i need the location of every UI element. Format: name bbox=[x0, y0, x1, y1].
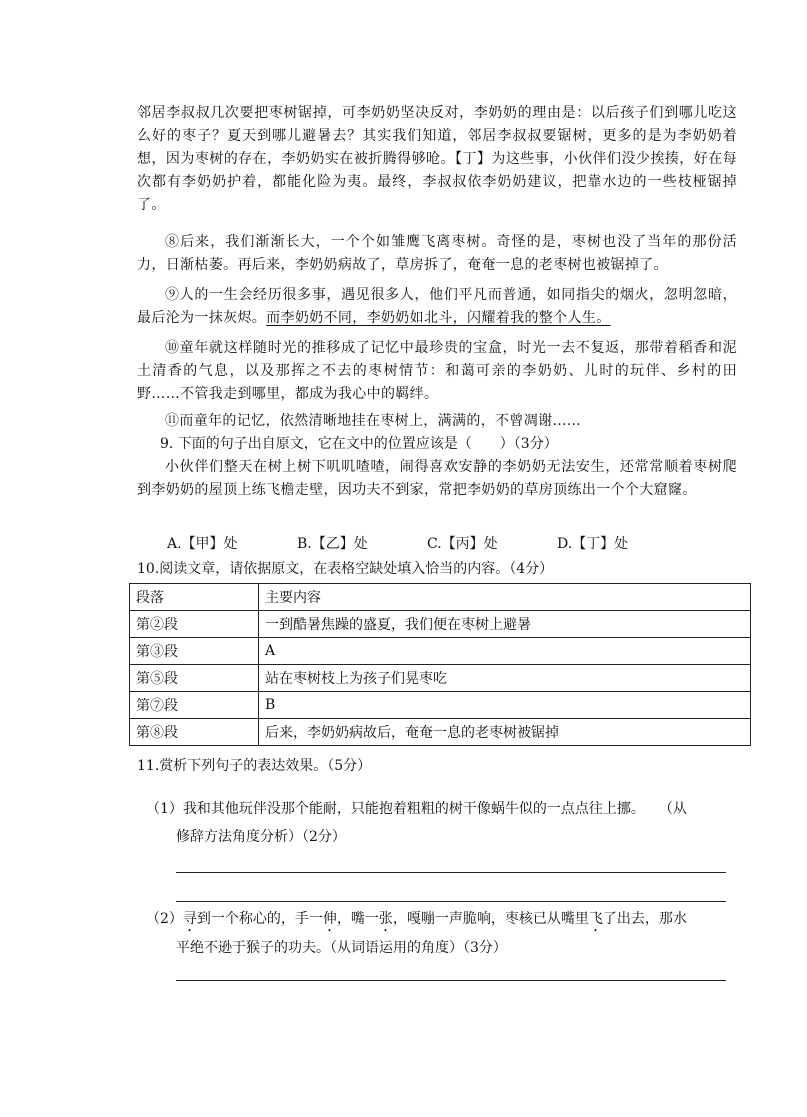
table-cell: 站在枣树枝上为孩子们晃枣吃 bbox=[259, 665, 751, 692]
option-d[interactable]: D.【丁】处 bbox=[557, 536, 629, 552]
table-cell: 第②段 bbox=[130, 611, 259, 638]
table-cell: 第⑤段 bbox=[130, 665, 259, 692]
question-10-stem: 10.阅读文章，请依据原文，在表格空缺处填入恰当的内容。（4分） bbox=[137, 561, 554, 577]
question-11-sub1-line1: （1）我和其他玩伴没那个能耐，只能抱着粗粗的树干像蜗牛似的一点点往上挪。 （从 bbox=[146, 801, 687, 817]
answer-line[interactable] bbox=[176, 901, 726, 902]
question-9-stem: 9. 下面的句子出自原文，它在文中的位置应该是（ ）（3分） bbox=[160, 436, 558, 452]
table-row bbox=[130, 611, 751, 638]
question-9-options bbox=[167, 533, 687, 555]
table-row bbox=[130, 719, 751, 746]
option-c[interactable]: C.【丙】处 bbox=[427, 536, 498, 552]
emphasized-word: 伸 bbox=[322, 911, 337, 927]
underlined-sentence: 而李奶奶不同，李奶奶如北斗，闪耀着我的整个人生。 bbox=[266, 310, 611, 326]
table-header-cell: 主要内容 bbox=[259, 584, 751, 611]
table-cell: 第③段 bbox=[130, 638, 259, 665]
sub2-text: 到一个称心的，手一 bbox=[196, 911, 323, 927]
question-11-sub2-line1 bbox=[146, 908, 738, 935]
article-paragraph-9 bbox=[137, 284, 737, 330]
question-11-stem: 11.赏析下列句子的表达效果。（5分） bbox=[137, 758, 372, 774]
question-9-quote: 小伙伴们整天在树上树下叽叽喳喳，闹得喜欢安静的李奶奶无法安生，还常常顺着枣树爬到李奶奶的屋顶上练飞檐走壁，因功夫不到家，常把李奶奶的草房顶练出一个个大窟窿。 bbox=[137, 459, 737, 498]
table-cell: 一到酷暑焦躁的盛夏，我们便在枣树上避暑 bbox=[259, 611, 751, 638]
article-paragraph-10: ⑩童年就这样随时光的推移成了记忆中最珍贵的宝盒，时光一去不复返，那带着稻香和泥土清香的气息，以及那挥之不去的枣树情节：和蔼可亲的李奶奶、儿时的玩伴、乡村的田野……不管我走到哪里，都成为我心中的羁绊。 bbox=[137, 340, 737, 402]
answer-cell-b[interactable]: B bbox=[259, 692, 751, 719]
table-row bbox=[130, 638, 751, 665]
question-11-sub2-line2: 平绝不逊于猴子的功夫。（从词语运用的角度）（3分） bbox=[176, 940, 507, 956]
question-10-table bbox=[129, 583, 751, 746]
table-row bbox=[130, 665, 751, 692]
sub2-text: 了出去，那水 bbox=[602, 911, 687, 927]
answer-cell-a[interactable]: A bbox=[259, 638, 751, 665]
sub2-text: ，嘎嘣一声脆响，枣核已从嘴里 bbox=[392, 911, 589, 927]
option-a[interactable]: A.【甲】处 bbox=[167, 536, 238, 552]
table-cell: 后来，李奶奶病故后，奄奄一息的老枣树被锯掉 bbox=[259, 719, 751, 746]
sub2-prefix: （2） bbox=[146, 911, 183, 927]
article-paragraph-continued: 邻居李叔叔几次要把枣树锯掉，可李奶奶坚决反对，李奶奶的理由是：以后孩子们到哪儿吃这么好的枣子？夏天到哪儿避暑去？其实我们知道，邻居李叔叔要锯树，更多的是为李奶奶着想，因为枣树的存在，李奶奶实在被折腾得够呛。【丁】为这些事，小伙伴们没少挨揍，好在每次都有李奶奶护着，都能化险为夷。最终，李叔叔依李奶奶建议，把靠水边的一些枝桠锯掉了。 bbox=[137, 105, 737, 213]
paragraph-9-text: ⑨人的一生会经历很多事，遇见很多人，他们平凡而普通，如同指尖的烟火，忽明忽暗，最后沦为一抹灰烬。 bbox=[137, 287, 737, 326]
emphasized-word: 飞 bbox=[588, 911, 603, 927]
emphasized-word: 寻 bbox=[182, 911, 197, 927]
table-row bbox=[130, 692, 751, 719]
emphasized-word: 张 bbox=[378, 911, 393, 927]
article-paragraph-8: ⑧后来，我们渐渐长大，一个个如雏鹰飞离枣树。奇怪的是，枣树也没了当年的那份活力，日渐枯萎。再后来，李奶奶病故了，草房拆了，奄奄一息的老枣树也被锯掉了。 bbox=[137, 234, 737, 273]
answer-line[interactable] bbox=[176, 872, 726, 873]
table-cell: 第⑧段 bbox=[130, 719, 259, 746]
table-header-cell: 段落 bbox=[130, 584, 259, 611]
table-cell: 第⑦段 bbox=[130, 692, 259, 719]
question-11-sub1-line2: 修辞方法角度分析）（2分） bbox=[176, 829, 346, 845]
article-paragraph-11: ⑪而童年的记忆，依然清晰地挂在枣树上，满满的，不曾凋谢…… bbox=[165, 413, 582, 429]
table-header-row bbox=[130, 584, 751, 611]
answer-line[interactable] bbox=[176, 980, 726, 981]
option-b[interactable]: B.【乙】处 bbox=[297, 536, 368, 552]
sub2-text: ，嘴一 bbox=[336, 911, 379, 927]
